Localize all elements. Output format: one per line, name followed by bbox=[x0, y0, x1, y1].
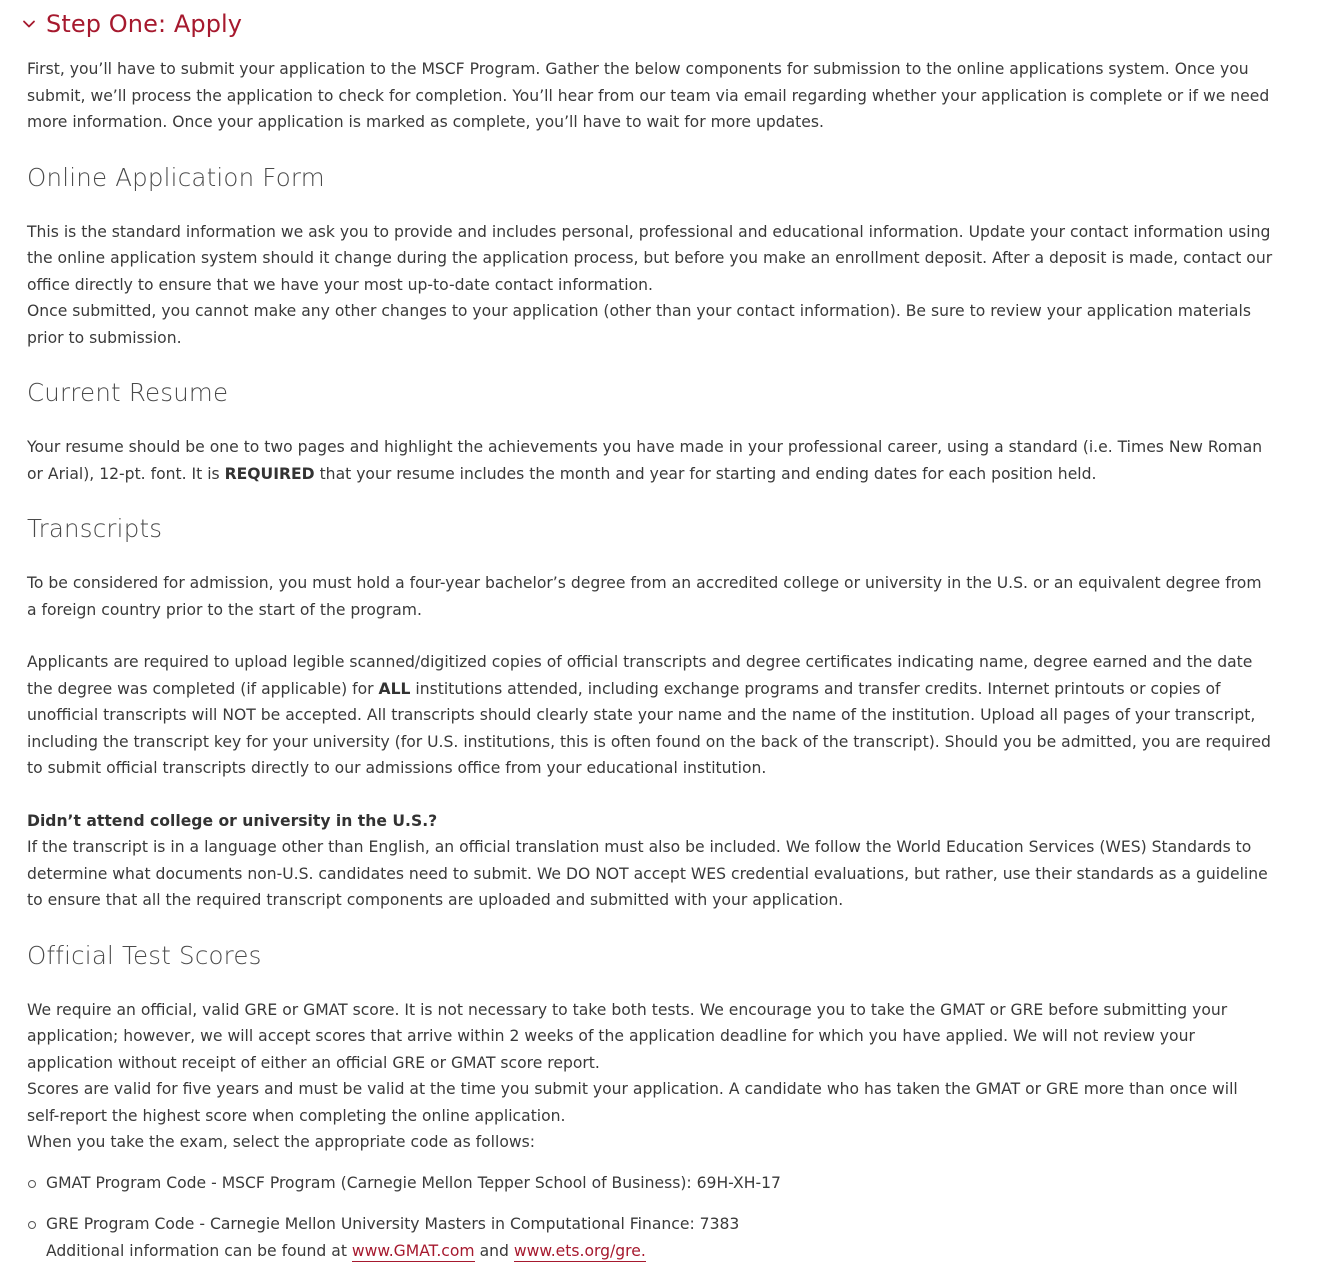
program-codes-list bbox=[27, 1170, 1273, 1265]
intro-paragraph: First, you’ll have to submit your application to the MSCF Program. Gather the below components for submission to the online applications system. Once you submit, we’ll process the application to check for completion. You’ll hear from our team via email regarding whether your application is complete or if we need more information. Once your application is marked as complete, you’ll have to wait for more updates. bbox=[27, 60, 1270, 131]
gmat-link[interactable]: www.GMAT.com bbox=[351, 1241, 475, 1260]
tests-paragraph-1: We require an official, valid GRE or GMAT score. It is not necessary to take both tests. We encourage you to take the GMAT or GRE before submitting your application; however, we will accept scores that arrive within 2 weeks of the application deadline for which you have applied. We will not review your application without receipt of either an official GRE or GMAT score report. bbox=[27, 1000, 1228, 1072]
transcripts-text-end: institutions attended, including exchange programs and transfer credits. Internet printouts or copies of unofficial transcripts will NOT be accepted. All transcripts should clearly state your name and the name of the institution. Upload all pages of your transcript, including the transcript key for your university (for U.S. institutions, this is often found on the back of the transcript). Should you be admitted, you are required to submit official transcripts directly to our admissions office from your educational institution. bbox=[27, 679, 1271, 777]
section-heading-online-application: Online Application Form bbox=[27, 162, 325, 192]
resume-required-emphasis: REQUIRED bbox=[224, 464, 315, 483]
transcripts-text-start: Applicants are required to upload legible scanned/digitized copies of official transcripts and degree certificates indicating name, degree earned and the date the degree was completed (if applicable) for bbox=[27, 653, 1253, 698]
gmat-code-text: GMAT Program Code - MSCF Program (Carnegie Mellon Tepper School of Business): 69H-XH-17 bbox=[46, 1173, 781, 1192]
accordion-step-title: Step One: Apply bbox=[46, 10, 243, 38]
more-info-text: Additional information can be found at bbox=[46, 1241, 352, 1260]
transcripts-paragraph-2 bbox=[27, 649, 1273, 782]
resume-text-start: Your resume should be one to two pages and highlight the achievements you have made in your professional career, using a standard (i.e. Times New Roman or Arial), 12-pt. font. It is bbox=[27, 438, 1263, 483]
online-form-paragraph-1: This is the standard information we ask you to provide and includes personal, professional and educational information. Update your contact information using the online application system should it change during the application process, but before you make an enrollment deposit. After a deposit is made, contact our office directly to ensure that we have your most up-to-date contact information. bbox=[27, 222, 1273, 294]
tests-paragraph-3: When you take the exam, select the appropriate code as follows: bbox=[27, 1133, 536, 1151]
tests-paragraph-2: Scores are valid for five years and must be valid at the time you submit your application. A candidate who has taken the GMAT or GRE more than once will self-report the highest score when completing the online application. bbox=[27, 1080, 1238, 1125]
resume-paragraph bbox=[27, 434, 1273, 487]
international-subheading bbox=[27, 808, 1273, 835]
online-form-paragraph-2: Once submitted, you cannot make any other changes to your application (other than your contact information). Be sure to review your application materials prior to submission. bbox=[27, 302, 1251, 347]
chevron-down-icon bbox=[22, 17, 36, 31]
bullet-icon bbox=[28, 1221, 36, 1229]
resume-text-end: that your resume includes the month and year for starting and ending dates for each position held. bbox=[314, 464, 1097, 483]
transcripts-paragraph-1: To be considered for admission, you must hold a four-year bachelor’s degree from an accredited college or university in the U.S. or an equivalent degree from a foreign country prior to the start of the program. bbox=[27, 574, 1262, 619]
transcripts-all-emphasis: ALL bbox=[378, 679, 411, 698]
list-item-gmat-code bbox=[27, 1170, 1273, 1197]
gre-code-text: GRE Program Code - Carnegie Mellon University Masters in Computational Finance: 7383 bbox=[46, 1215, 740, 1233]
international-subheading-text: Didn’t attend college or university in the U.S.? bbox=[27, 811, 438, 830]
section-heading-transcripts: Transcripts bbox=[27, 514, 163, 543]
accordion-step-one-toggle[interactable] bbox=[22, 0, 1273, 39]
list-item-gre-code bbox=[27, 1211, 1273, 1264]
link-conjunction: and bbox=[474, 1241, 514, 1260]
ets-gre-link[interactable]: www.ets.org/gre. bbox=[513, 1241, 646, 1260]
section-heading-resume: Current Resume bbox=[27, 378, 229, 407]
international-paragraph: If the transcript is in a language other than English, an official translation must also be included. We follow the World Education Services (WES) Standards to determine what documents non-U.S. candidates need to submit. We DO NOT accept WES credential evaluations, but rather, use their standards as a guideline to ensure that all the required transcript components are uploaded and submitted with your application. bbox=[27, 838, 1268, 909]
bullet-icon bbox=[28, 1180, 36, 1188]
section-heading-test-scores: Official Test Scores bbox=[27, 940, 262, 970]
